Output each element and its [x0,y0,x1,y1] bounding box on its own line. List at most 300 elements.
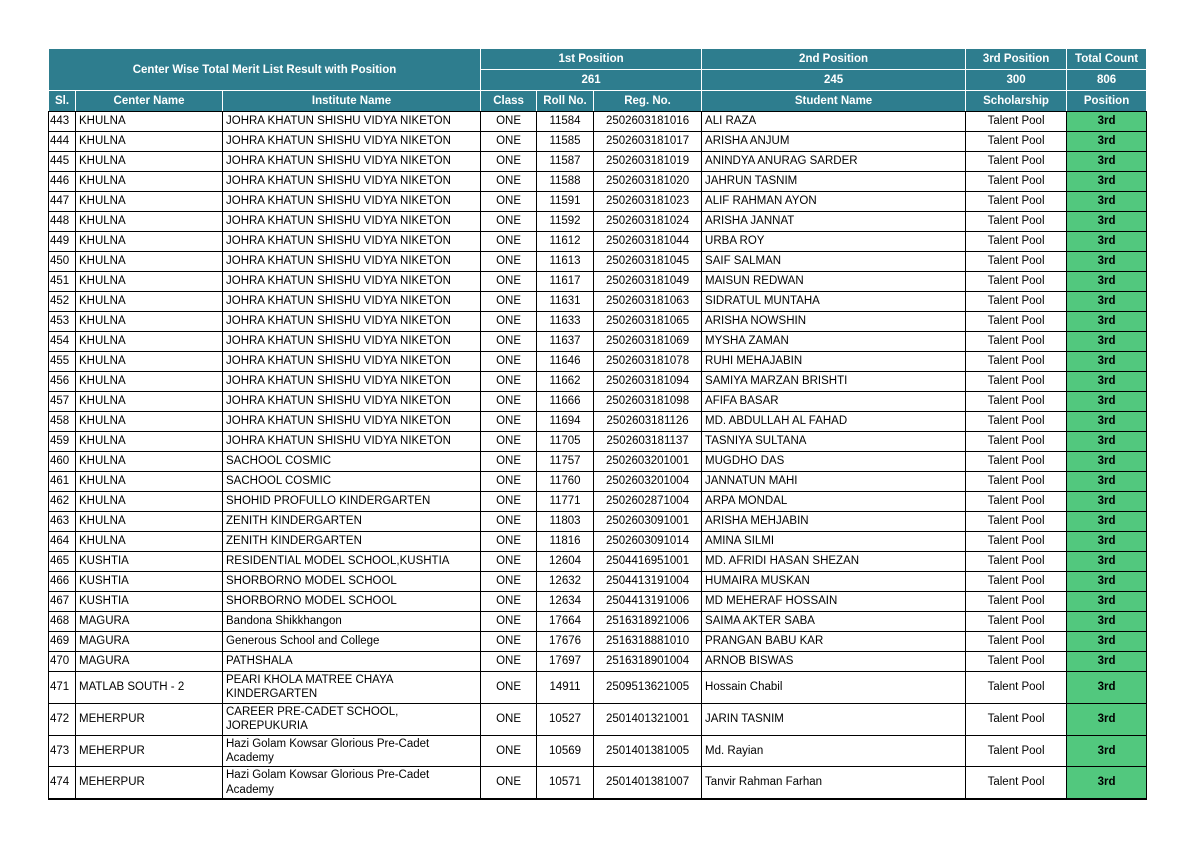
cell-scholarship: Talent Pool [966,472,1067,492]
cell-class: ONE [481,172,537,192]
cell-reg: 2502603181024 [594,212,702,232]
cell-position: 3rd [1067,572,1147,592]
cell-student: AMINA SILMI [702,532,966,552]
cell-position: 3rd [1067,432,1147,452]
cell-student: ALI RAZA [702,112,966,132]
cell-institute: Generous School and College [223,632,481,652]
cell-sl: 467 [49,592,76,612]
table-row [49,472,1147,492]
cell-sl: 446 [49,172,76,192]
table-row [49,632,1147,652]
table-row [49,392,1147,412]
cell-roll: 10569 [537,735,594,767]
column-header-student-name: Student Name [702,91,966,112]
cell-roll: 12634 [537,592,594,612]
table-row [49,432,1147,452]
cell-scholarship: Talent Pool [966,332,1067,352]
cell-roll: 11613 [537,252,594,272]
cell-sl: 455 [49,352,76,372]
cell-position: 3rd [1067,512,1147,532]
cell-scholarship: Talent Pool [966,612,1067,632]
cell-sl: 458 [49,412,76,432]
cell-class: ONE [481,592,537,612]
cell-scholarship: Talent Pool [966,352,1067,372]
cell-roll: 11591 [537,192,594,212]
cell-roll: 17676 [537,632,594,652]
cell-center: KHULNA [76,432,223,452]
cell-student: MAISUN REDWAN [702,272,966,292]
cell-student: ARISHA NOWSHIN [702,312,966,332]
cell-sl: 460 [49,452,76,472]
table-row [49,532,1147,552]
column-header-reg-no: Reg. No. [594,91,702,112]
cell-institute: JOHRA KHATUN SHISHU VIDYA NIKETON [223,372,481,392]
first-position-count: 261 [481,70,702,91]
cell-sl: 448 [49,212,76,232]
table-row [49,192,1147,212]
cell-institute: SHORBORNO MODEL SCHOOL [223,592,481,612]
cell-center: KHULNA [76,152,223,172]
cell-position: 3rd [1067,492,1147,512]
cell-sl: 468 [49,612,76,632]
cell-roll: 11705 [537,432,594,452]
table-row [49,452,1147,472]
cell-student: JANNATUN MAHI [702,472,966,492]
cell-scholarship: Talent Pool [966,112,1067,132]
second-position-label: 2nd Position [702,49,966,70]
cell-institute: CAREER PRE-CADET SCHOOL, JOREPUKURIA [223,703,481,735]
cell-student: ARISHA MEHJABIN [702,512,966,532]
cell-sl: 459 [49,432,76,452]
cell-student: URBA ROY [702,232,966,252]
cell-roll: 17664 [537,612,594,632]
cell-roll: 14911 [537,672,594,704]
cell-institute: RESIDENTIAL MODEL SCHOOL,KUSHTIA [223,552,481,572]
cell-student: ARISHA ANJUM [702,132,966,152]
total-count-label: Total Count [1067,49,1147,70]
cell-center: KHULNA [76,132,223,152]
table-row [49,572,1147,592]
cell-scholarship: Talent Pool [966,392,1067,412]
table-row [49,332,1147,352]
cell-center: MAGURA [76,652,223,672]
cell-roll: 11646 [537,352,594,372]
cell-roll: 11816 [537,532,594,552]
cell-reg: 2516318921006 [594,612,702,632]
report-title: Center Wise Total Merit List Result with Position [49,49,481,91]
cell-scholarship: Talent Pool [966,212,1067,232]
cell-institute: JOHRA KHATUN SHISHU VIDYA NIKETON [223,312,481,332]
cell-center: KHULNA [76,452,223,472]
cell-center: KHULNA [76,212,223,232]
cell-reg: 2502603181049 [594,272,702,292]
cell-class: ONE [481,112,537,132]
cell-institute: SACHOOL COSMIC [223,452,481,472]
table-row [49,272,1147,292]
cell-scholarship: Talent Pool [966,412,1067,432]
cell-scholarship: Talent Pool [966,672,1067,704]
cell-center: KHULNA [76,252,223,272]
cell-student: Hossain Chabil [702,672,966,704]
table-row [49,412,1147,432]
cell-roll: 11637 [537,332,594,352]
cell-institute: JOHRA KHATUN SHISHU VIDYA NIKETON [223,132,481,152]
cell-institute: Hazi Golam Kowsar Glorious Pre-Cadet Academy [223,735,481,767]
cell-class: ONE [481,652,537,672]
cell-roll: 10571 [537,767,594,799]
cell-class: ONE [481,572,537,592]
cell-reg: 2502603181016 [594,112,702,132]
cell-student: ARPA MONDAL [702,492,966,512]
cell-scholarship: Talent Pool [966,452,1067,472]
cell-class: ONE [481,512,537,532]
cell-center: KHULNA [76,172,223,192]
cell-class: ONE [481,292,537,312]
cell-sl: 462 [49,492,76,512]
cell-position: 3rd [1067,767,1147,799]
cell-student: JARIN TASNIM [702,703,966,735]
table-row [49,252,1147,272]
cell-center: KHULNA [76,292,223,312]
cell-center: KHULNA [76,272,223,292]
cell-institute: Hazi Golam Kowsar Glorious Pre-Cadet Academy [223,767,481,799]
cell-position: 3rd [1067,472,1147,492]
cell-roll: 12632 [537,572,594,592]
cell-position: 3rd [1067,672,1147,704]
cell-scholarship: Talent Pool [966,192,1067,212]
cell-center: KHULNA [76,232,223,252]
cell-reg: 2504413191006 [594,592,702,612]
table-row [49,512,1147,532]
cell-institute: JOHRA KHATUN SHISHU VIDYA NIKETON [223,252,481,272]
cell-class: ONE [481,432,537,452]
cell-student: RUHI MEHAJABIN [702,352,966,372]
table-row [49,703,1147,735]
cell-roll: 11662 [537,372,594,392]
cell-center: KUSHTIA [76,552,223,572]
cell-position: 3rd [1067,352,1147,372]
cell-institute: ZENITH KINDERGARTEN [223,512,481,532]
cell-institute: JOHRA KHATUN SHISHU VIDYA NIKETON [223,212,481,232]
table-row [49,612,1147,632]
second-position-count: 245 [702,70,966,91]
cell-sl: 461 [49,472,76,492]
cell-center: MEHERPUR [76,767,223,799]
cell-roll: 17697 [537,652,594,672]
column-header-center-name: Center Name [76,91,223,112]
cell-scholarship: Talent Pool [966,492,1067,512]
cell-reg: 2516318881010 [594,632,702,652]
cell-position: 3rd [1067,332,1147,352]
cell-position: 3rd [1067,652,1147,672]
cell-position: 3rd [1067,552,1147,572]
cell-class: ONE [481,492,537,512]
cell-student: MD. ABDULLAH AL FAHAD [702,412,966,432]
cell-scholarship: Talent Pool [966,592,1067,612]
cell-sl: 463 [49,512,76,532]
cell-reg: 2504416951001 [594,552,702,572]
cell-institute: PATHSHALA [223,652,481,672]
cell-scholarship: Talent Pool [966,632,1067,652]
table-row [49,232,1147,252]
cell-sl: 454 [49,332,76,352]
cell-position: 3rd [1067,172,1147,192]
cell-scholarship: Talent Pool [966,572,1067,592]
cell-institute: ZENITH KINDERGARTEN [223,532,481,552]
cell-scholarship: Talent Pool [966,703,1067,735]
cell-student: HUMAIRA MUSKAN [702,572,966,592]
cell-scholarship: Talent Pool [966,132,1067,152]
cell-position: 3rd [1067,735,1147,767]
cell-scholarship: Talent Pool [966,272,1067,292]
cell-position: 3rd [1067,592,1147,612]
cell-center: KHULNA [76,312,223,332]
cell-sl: 445 [49,152,76,172]
cell-class: ONE [481,767,537,799]
cell-sl: 449 [49,232,76,252]
cell-position: 3rd [1067,192,1147,212]
cell-position: 3rd [1067,152,1147,172]
cell-institute: JOHRA KHATUN SHISHU VIDYA NIKETON [223,412,481,432]
cell-class: ONE [481,552,537,572]
cell-reg: 2509513621005 [594,672,702,704]
column-header-institute-name: Institute Name [223,91,481,112]
cell-center: MEHERPUR [76,703,223,735]
cell-institute: JOHRA KHATUN SHISHU VIDYA NIKETON [223,332,481,352]
cell-scholarship: Talent Pool [966,652,1067,672]
cell-sl: 465 [49,552,76,572]
cell-scholarship: Talent Pool [966,532,1067,552]
cell-reg: 2502603181094 [594,372,702,392]
cell-student: MD MEHERAF HOSSAIN [702,592,966,612]
table-row [49,592,1147,612]
cell-sl: 464 [49,532,76,552]
cell-sl: 451 [49,272,76,292]
cell-reg: 2502603181023 [594,192,702,212]
cell-institute: JOHRA KHATUN SHISHU VIDYA NIKETON [223,272,481,292]
cell-student: JAHRUN TASNIM [702,172,966,192]
cell-sl: 470 [49,652,76,672]
cell-sl: 472 [49,703,76,735]
merit-list-sheet [48,48,1147,800]
cell-roll: 11587 [537,152,594,172]
table-row [49,672,1147,704]
cell-roll: 11631 [537,292,594,312]
cell-position: 3rd [1067,272,1147,292]
cell-scholarship: Talent Pool [966,312,1067,332]
cell-roll: 11771 [537,492,594,512]
cell-class: ONE [481,312,537,332]
cell-scholarship: Talent Pool [966,232,1067,252]
cell-roll: 11612 [537,232,594,252]
cell-institute: JOHRA KHATUN SHISHU VIDYA NIKETON [223,172,481,192]
table-row [49,172,1147,192]
cell-position: 3rd [1067,632,1147,652]
table-row [49,735,1147,767]
cell-class: ONE [481,332,537,352]
cell-roll: 12604 [537,552,594,572]
cell-scholarship: Talent Pool [966,172,1067,192]
cell-sl: 447 [49,192,76,212]
cell-position: 3rd [1067,412,1147,432]
table-header [49,49,1147,112]
cell-roll: 11584 [537,112,594,132]
cell-reg: 2502603181045 [594,252,702,272]
table-row [49,552,1147,572]
table-row [49,312,1147,332]
cell-student: Tanvir Rahman Farhan [702,767,966,799]
cell-center: MAGURA [76,632,223,652]
cell-scholarship: Talent Pool [966,735,1067,767]
header-group-row [49,49,1147,70]
table-row [49,372,1147,392]
cell-reg: 2502603181137 [594,432,702,452]
cell-student: PRANGAN BABU KAR [702,632,966,652]
cell-center: KHULNA [76,112,223,132]
cell-center: MEHERPUR [76,735,223,767]
cell-position: 3rd [1067,372,1147,392]
third-position-count: 300 [966,70,1067,91]
cell-center: KHULNA [76,392,223,412]
cell-class: ONE [481,532,537,552]
cell-scholarship: Talent Pool [966,432,1067,452]
cell-class: ONE [481,412,537,432]
cell-institute: Bandona Shikkhangon [223,612,481,632]
cell-class: ONE [481,672,537,704]
cell-roll: 11592 [537,212,594,232]
cell-scholarship: Talent Pool [966,512,1067,532]
cell-institute: JOHRA KHATUN SHISHU VIDYA NIKETON [223,432,481,452]
table-row [49,132,1147,152]
cell-class: ONE [481,132,537,152]
cell-scholarship: Talent Pool [966,767,1067,799]
cell-scholarship: Talent Pool [966,552,1067,572]
cell-position: 3rd [1067,112,1147,132]
cell-reg: 2501401381005 [594,735,702,767]
cell-reg: 2502603181017 [594,132,702,152]
cell-reg: 2502603181020 [594,172,702,192]
cell-institute: SHOHID PROFULLO KINDERGARTEN [223,492,481,512]
cell-class: ONE [481,212,537,232]
cell-institute: PEARI KHOLA MATREE CHAYA KINDERGARTEN [223,672,481,704]
cell-roll: 11760 [537,472,594,492]
cell-center: KHULNA [76,372,223,392]
cell-center: KHULNA [76,352,223,372]
cell-institute: JOHRA KHATUN SHISHU VIDYA NIKETON [223,232,481,252]
cell-institute: SHORBORNO MODEL SCHOOL [223,572,481,592]
cell-scholarship: Talent Pool [966,252,1067,272]
cell-student: Md. Rayian [702,735,966,767]
cell-center: KHULNA [76,512,223,532]
cell-institute: SACHOOL COSMIC [223,472,481,492]
cell-sl: 452 [49,292,76,312]
cell-class: ONE [481,372,537,392]
cell-institute: JOHRA KHATUN SHISHU VIDYA NIKETON [223,352,481,372]
cell-class: ONE [481,612,537,632]
cell-class: ONE [481,735,537,767]
cell-scholarship: Talent Pool [966,152,1067,172]
cell-position: 3rd [1067,312,1147,332]
cell-reg: 2502603091001 [594,512,702,532]
column-header-class: Class [481,91,537,112]
cell-sl: 443 [49,112,76,132]
cell-institute: JOHRA KHATUN SHISHU VIDYA NIKETON [223,192,481,212]
cell-reg: 2502603181065 [594,312,702,332]
table-row [49,112,1147,132]
cell-reg: 2502603181069 [594,332,702,352]
cell-center: KHULNA [76,532,223,552]
third-position-label: 3rd Position [966,49,1067,70]
cell-reg: 2502603181044 [594,232,702,252]
column-header-scholarship: Scholarship [966,91,1067,112]
cell-sl: 457 [49,392,76,412]
cell-sl: 474 [49,767,76,799]
table-row [49,652,1147,672]
cell-center: KHULNA [76,472,223,492]
cell-reg: 2502602871004 [594,492,702,512]
cell-roll: 11585 [537,132,594,152]
cell-class: ONE [481,272,537,292]
column-header-row [49,91,1147,112]
cell-position: 3rd [1067,292,1147,312]
table-row [49,492,1147,512]
table-row [49,152,1147,172]
cell-position: 3rd [1067,252,1147,272]
cell-sl: 450 [49,252,76,272]
column-header-sl: Sl. [49,91,76,112]
table-row [49,212,1147,232]
cell-position: 3rd [1067,232,1147,252]
cell-center: KHULNA [76,492,223,512]
results-table-body [49,112,1147,800]
cell-roll: 11694 [537,412,594,432]
cell-reg: 2501401321001 [594,703,702,735]
cell-reg: 2502603091014 [594,532,702,552]
cell-class: ONE [481,352,537,372]
cell-student: ARISHA JANNAT [702,212,966,232]
column-header-position: Position [1067,91,1147,112]
cell-class: ONE [481,472,537,492]
cell-institute: JOHRA KHATUN SHISHU VIDYA NIKETON [223,292,481,312]
cell-roll: 11617 [537,272,594,292]
cell-sl: 453 [49,312,76,332]
cell-position: 3rd [1067,612,1147,632]
cell-class: ONE [481,452,537,472]
cell-class: ONE [481,192,537,212]
cell-student: ANINDYA ANURAG SARDER [702,152,966,172]
cell-center: KHULNA [76,192,223,212]
cell-center: KHULNA [76,412,223,432]
cell-sl: 471 [49,672,76,704]
first-position-label: 1st Position [481,49,702,70]
cell-class: ONE [481,252,537,272]
cell-center: KUSHTIA [76,572,223,592]
merit-list-table [48,48,1147,800]
cell-sl: 466 [49,572,76,592]
cell-roll: 11633 [537,312,594,332]
cell-student: SAIMA AKTER SABA [702,612,966,632]
cell-reg: 2502603181126 [594,412,702,432]
table-row [49,352,1147,372]
cell-position: 3rd [1067,532,1147,552]
cell-position: 3rd [1067,703,1147,735]
cell-reg: 2502603201001 [594,452,702,472]
cell-reg: 2502603181098 [594,392,702,412]
cell-reg: 2502603181063 [594,292,702,312]
cell-class: ONE [481,232,537,252]
cell-student: MYSHA ZAMAN [702,332,966,352]
cell-center: MATLAB SOUTH - 2 [76,672,223,704]
